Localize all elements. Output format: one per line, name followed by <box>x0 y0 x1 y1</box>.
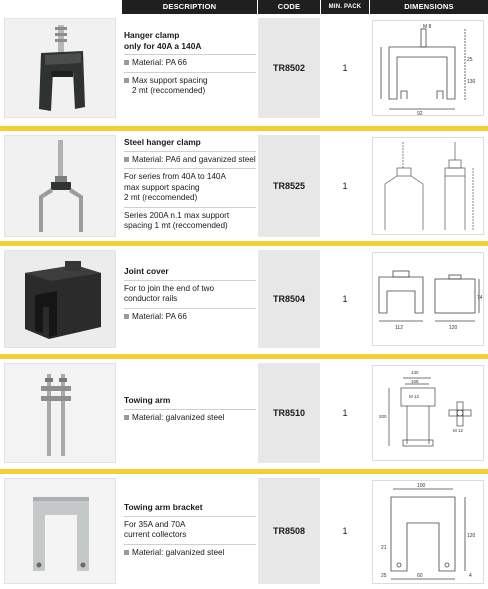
spacing-note: For series from 40A to 140A max support spacing 2 mt (reccomended) <box>124 172 226 202</box>
header-min-pack: MIN. PACK QTY. <box>321 0 369 14</box>
product-row-hanger-clamp <box>0 14 488 124</box>
dim-label: 120 <box>467 533 476 539</box>
product-code: TR8525 <box>258 135 320 237</box>
product-code: TR8504 <box>258 250 320 348</box>
steel-hanger-clamp-photo <box>4 135 116 237</box>
table-header <box>0 0 488 24</box>
joint-cover-description <box>124 266 256 322</box>
product-title: Steel hanger clamp <box>124 137 201 147</box>
dim-label: M 12 <box>453 428 464 433</box>
product-code: TR8510 <box>258 363 320 463</box>
min-pack-qty: 1 <box>342 526 348 536</box>
material-line: Material: galvanized steel <box>124 413 256 424</box>
bullet-icon <box>124 157 129 162</box>
dim-label: M 8 <box>423 24 432 30</box>
joint-cover-drawing <box>372 252 484 346</box>
bullet-icon <box>124 550 129 555</box>
min-pack-qty: 1 <box>342 408 348 418</box>
towing-arm-photo <box>4 363 116 463</box>
dim-label: 60 <box>417 573 423 579</box>
product-title: Towing arm bracket <box>124 502 203 512</box>
dim-label: 74 <box>477 295 483 301</box>
hanger-clamp-photo <box>4 18 116 118</box>
min-pack-qty: 1 <box>342 181 348 191</box>
towing-arm-bracket-drawing <box>372 480 484 584</box>
product-row-towing-arm <box>0 359 488 467</box>
bullet-icon <box>124 415 129 420</box>
min-pack-qty: 1 <box>342 63 348 73</box>
towing-arm-drawing <box>372 365 484 461</box>
towing-arm-bracket-photo <box>4 478 116 584</box>
joint-cover-photo <box>4 250 116 348</box>
product-code: TR8502 <box>258 18 320 118</box>
product-title: Hanger clamp only for 40A a 140A <box>124 30 202 51</box>
bullet-icon <box>124 314 129 319</box>
material-line: Material: PA 66 <box>124 58 256 69</box>
dim-label: 130 <box>467 79 476 85</box>
dim-label: 100 <box>417 483 426 489</box>
hanger-clamp-drawing <box>372 20 484 116</box>
towing-arm-description <box>124 395 256 423</box>
bullet-icon <box>124 78 129 83</box>
product-row-joint-cover <box>0 246 488 354</box>
product-code: TR8508 <box>258 478 320 584</box>
product-row-towing-arm-bracket <box>0 474 488 589</box>
dim-label: 200 <box>379 414 387 419</box>
dim-label: 25 <box>467 57 473 63</box>
header-description: DESCRIPTION <box>122 0 257 14</box>
material-line: Material: PA 66 <box>124 312 256 323</box>
steel-hanger-clamp-description <box>124 137 256 232</box>
usage-note: For 35A and 70A current collectors <box>124 519 187 539</box>
min-pack-qty: 1 <box>342 294 348 304</box>
product-row-steel-hanger-clamp <box>0 131 488 241</box>
steel-hanger-clamp-drawing <box>372 137 484 235</box>
material-line: Material: PA6 and gavanized steel <box>124 155 256 166</box>
product-title: Joint cover <box>124 266 169 276</box>
dim-label: 92 <box>417 111 423 116</box>
dim-label: 130 <box>411 370 419 375</box>
header-code: CODE <box>258 0 320 14</box>
header-dimensions: DIMENSIONS <box>370 0 488 14</box>
spacing-note: Max support spacing 2 mt (reccomended) <box>124 76 256 97</box>
hanger-clamp-description <box>124 30 256 97</box>
towing-arm-bracket-description <box>124 502 256 558</box>
material-line: Material: galvanized steel <box>124 548 256 559</box>
dim-label: 4 <box>469 573 472 579</box>
dim-label: 112 <box>395 325 403 331</box>
dim-label: 25 <box>381 573 387 579</box>
dim-label: 120 <box>449 325 458 331</box>
spacing-note-200a: Series 200A n.1 max support spacing 1 mt (reccomended) <box>124 210 230 230</box>
usage-note: For to join the end of two conductor rails <box>124 283 215 303</box>
dim-label: 105 <box>411 379 419 384</box>
dim-label: 21 <box>381 545 387 551</box>
product-title: Towing arm <box>124 395 171 405</box>
dim-label: M 12 <box>409 394 420 399</box>
bullet-icon <box>124 60 129 65</box>
